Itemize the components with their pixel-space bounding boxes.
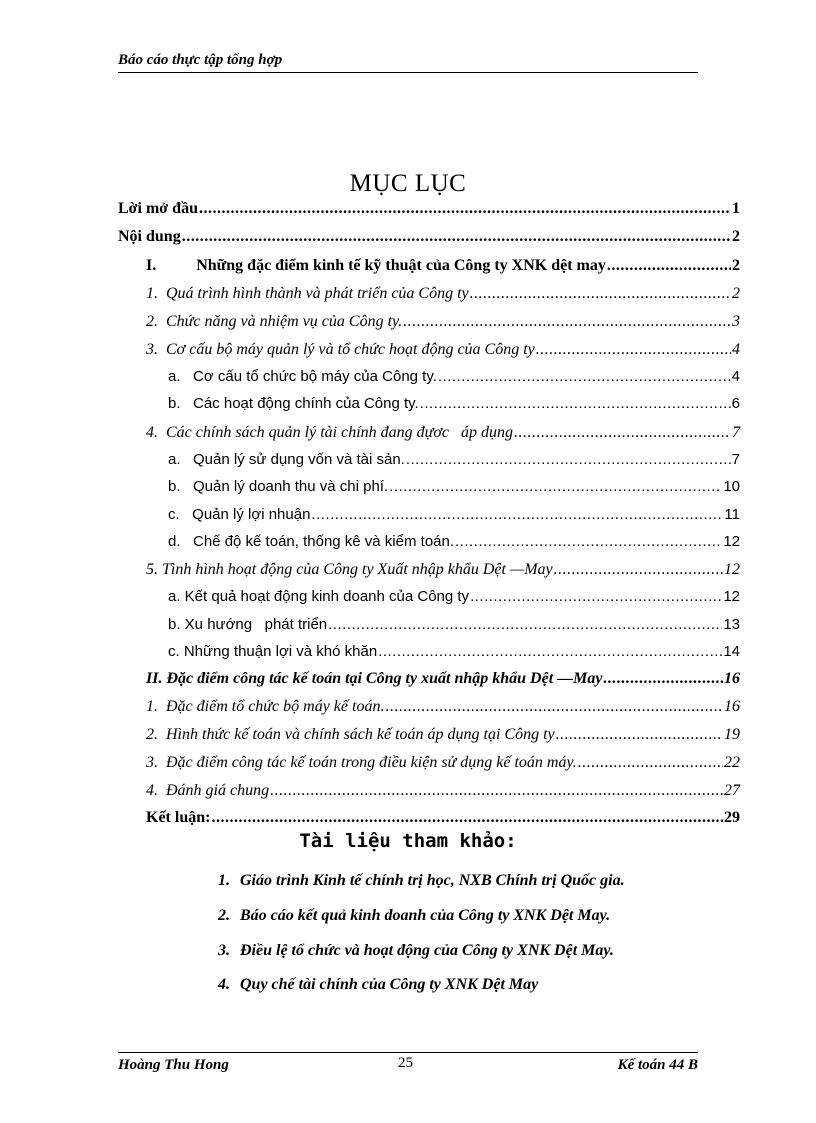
toc-entry-1-3-a: a. Cơ cấu tổ chức bộ máy của Công ty. ..... 4 [168,368,740,385]
page-footer [118,1052,698,1077]
toc-entry-1-5: 5. Tình hình hoạt động của Công ty Xuất nhập khẩu Dệt —May ..... 12 [146,561,740,579]
toc-entry-1-4: 4. Các chính sách quản lý tài chính đang đựơc áp dụng ..... 7 [146,424,740,442]
footer-page-number: 25 [398,1055,413,1071]
toc-entry-2-3: 3. Đặc điểm công tác kế toán trong điều kiện sử dụng kế toán máy. ..... 22 [146,754,740,772]
toc-entry-1-4-d: d. Chế độ kế toán, thống kê và kiểm toán. ..... 12 [168,533,740,550]
toc-entry-1-4-a: a. Quản lý sử dụng vốn và tài sản. ..... 7 [168,451,740,468]
page-title: MỤC LỤC [349,170,467,197]
page-header: Báo cáo thực tập tổng hợp [118,52,698,73]
toc-entry-1-4-c: c. Quản lý lợi nhuận ..... 11 [168,506,740,523]
toc-entry-1-3: 3. Cơ cấu bộ máy quản lý và tổ chức hoạt động của Công ty ..... 4 [146,341,740,359]
toc-entry-section-1: I. Những đặc điểm kinh tế kỹ thuật của Công ty XNK dệt may ..... 2 [146,257,740,275]
toc-entry-1-5-a: a. Kết quả hoạt động kinh doanh của Công ty ..... 12 [168,588,740,605]
toc-entry-1-1: 1. Quá trình hình thành và phát triển của Công ty ..... 2 [146,285,740,303]
toc-entry-conclusion: Kết luận: ..... 29 [146,809,740,827]
reference-item: 2. Báo cáo kết quả kinh doanh của Công ty XNK Dệt May. [218,907,611,924]
toc-entry-2-4: 4. Đánh giá chung ..... 27 [146,782,740,800]
footer-author: Hoàng Thu Hong [118,1057,229,1073]
references-title: Tài liệu tham khảo: [299,830,517,852]
toc-entry-1-5-b: b. Xu hướng phát triển ..... 13 [168,616,740,633]
reference-item: 1. Giáo trình Kinh tế chính trị học, NXB Chính trị Quốc gia. [218,872,625,889]
toc-entry-2-2: 2. Hình thức kế toán và chính sách kế toán áp dụng tại Công ty ..... 19 [146,726,740,744]
reference-item: 4. Quy chế tài chính của Công ty XNK Dệt May [218,976,539,993]
toc-entry-intro: Lời mở đầu ..... 1 [118,200,740,218]
toc-entry-content: Nội dung ..... 2 [118,228,740,246]
reference-item: 3. Điều lệ tổ chức và hoạt động của Công ty XNK Dệt May. [218,942,614,959]
toc-entry-2-1: 1. Đặc điểm tổ chức bộ máy kế toán. ..... 16 [146,698,740,716]
toc-entry-1-5-c: c. Những thuận lợi và khó khăn ..... 14 [168,643,740,660]
toc-entry-1-3-b: b. Các hoạt động chính của Công ty. ..... 6 [168,395,740,412]
toc-entry-section-2: II. Đặc điểm công tác kế toán tại Công ty xuất nhập khẩu Dệt —May ..... 16 [146,670,740,688]
toc-entry-1-4-b: b. Quản lý doanh thu và chi phí. ..... 10 [168,478,740,495]
toc-entry-1-2: 2. Chức năng và nhiệm vụ của Công ty. ..... 3 [146,313,740,331]
footer-class: Kế toán 44 B [617,1057,698,1073]
